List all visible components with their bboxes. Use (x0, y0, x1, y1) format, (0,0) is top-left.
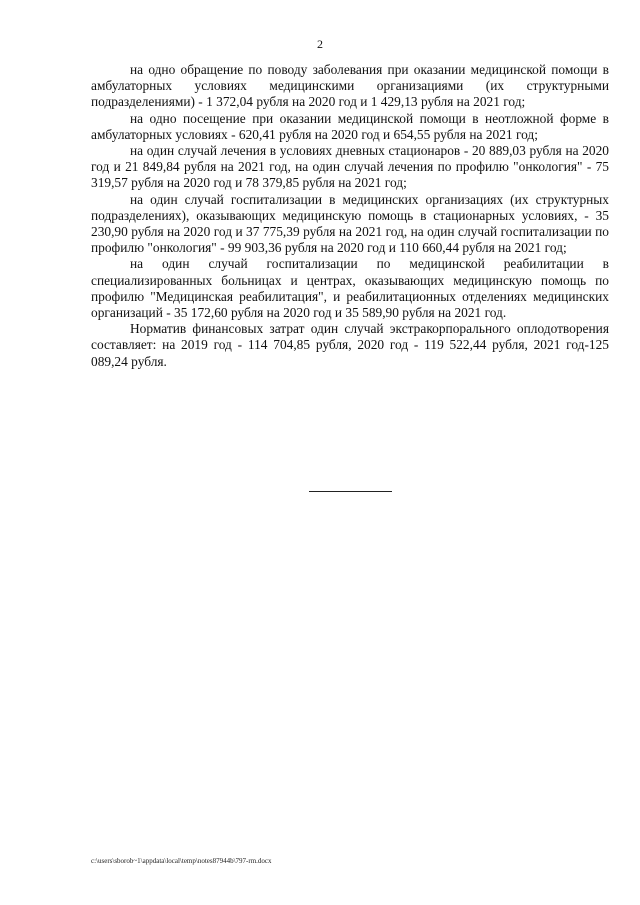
paragraph-ivf-norm: Норматив финансовых затрат один случай экстракорпорального оплодотворения составляет: на 2019 год - 114 704,85 рубля, 2020 год - 119 522,44 рубля, 2021 год-125 089,24 рубля. (91, 321, 609, 369)
page-number: 2 (317, 37, 323, 51)
closing-divider (309, 491, 392, 492)
document-body (91, 62, 609, 370)
paragraph-emergency-visit: на одно посещение при оказании медицинской помощи в неотложной форме в амбулаторных условиях - 620,41 рубля на 2020 год и 654,55 рубля на 2021 год; (91, 110, 609, 142)
paragraph-rehabilitation: на один случай госпитализации по медицинской реабилитации в специализированных больницах и центрах, оказывающих медицинскую помощь по профилю "Медицинская реабилитация", и реабилитационных отделениях медицинских организаций - 35 172,60 рубля на 2020 год и 35 589,90 рубля на 2021 год. (91, 256, 609, 321)
paragraph-ambulatory-appeal: на одно обращение по поводу заболевания при оказании медицинской помощи в амбулаторных условиях медицинскими организациями (их структурными подразделениями) - 1 372,04 рубля на 2020 год и 1 429,13 рубля на 2021 год; (91, 62, 609, 110)
footer-file-path: c:\users\sborob~1\appdata\local\temp\notes87944b\797-rm.docx (91, 857, 272, 865)
paragraph-day-hospital: на один случай лечения в условиях дневных стационаров - 20 889,03 рубля на 2020 год и 21 849,84 рубля на 2021 год, на один случай лечения по профилю "онкология" - 75 319,57 рубля на 2020 год и 78 379,85 рубля на 2021 год; (91, 143, 609, 191)
paragraph-hospitalization: на один случай госпитализации в медицинских организациях (их структурных подразделениях), оказывающих медицинскую помощь в стационарных условиях, - 35 230,90 рубля на 2020 год и 37 775,39 рубля на 2021 год, на один случай госпитализации по профилю "онкология" - 99 903,36 рубля на 2020 год и 110 660,44 рубля на 2021 год; (91, 191, 609, 256)
